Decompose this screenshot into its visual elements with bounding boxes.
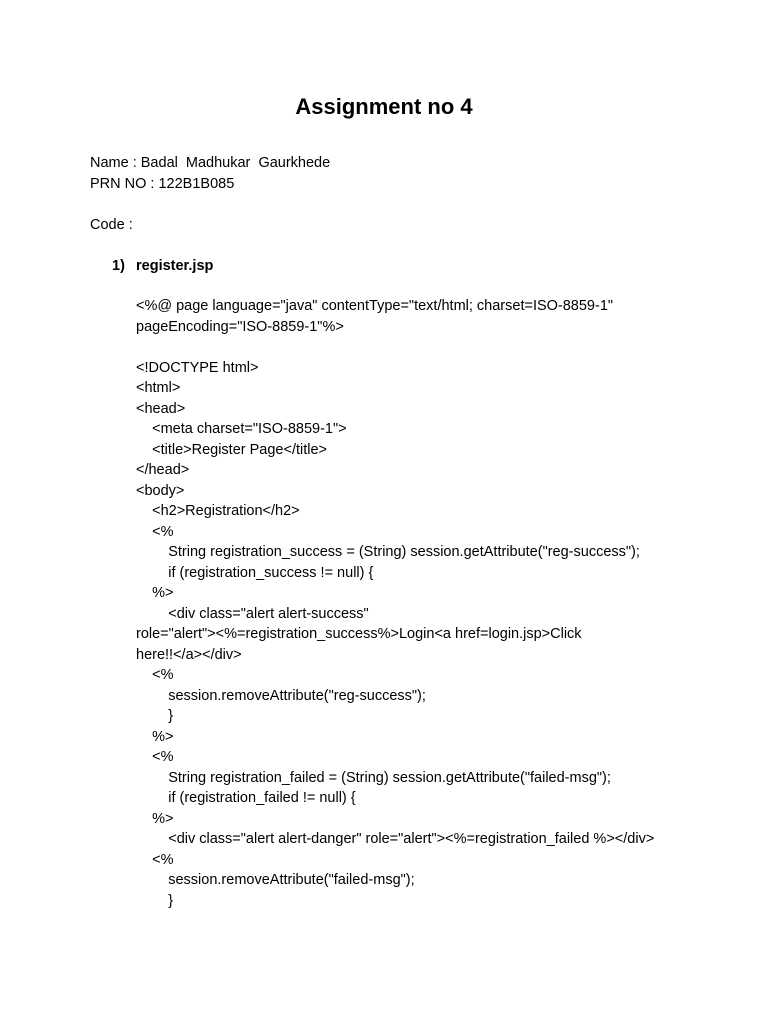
- code-line: <title>Register Page</title>: [136, 441, 328, 458]
- code-line: %>: [136, 585, 174, 601]
- code-line: <%: [136, 667, 174, 683]
- code-line: <div class="alert alert-success": [136, 605, 369, 622]
- code-line: <h2>Registration</h2>: [136, 503, 300, 519]
- code-line: <head>: [136, 400, 186, 417]
- code-line: session.removeAttribute("failed-msg");: [136, 872, 415, 888]
- code-line: <%: [136, 523, 174, 540]
- page-title: Assignment no 4: [295, 94, 473, 119]
- code-line: session.removeAttribute("reg-success");: [136, 687, 426, 704]
- section-number: 1): [112, 258, 125, 274]
- code-line: %>: [136, 810, 174, 827]
- code-line: String registration_failed = (String) session.getAttribute("failed-msg");: [136, 769, 611, 786]
- student-prn: PRN NO : 122B1B085: [90, 176, 235, 192]
- code-line: <div class="alert alert-danger" role="alert"><%=registration_failed %></div>: [136, 831, 655, 847]
- code-line: <meta charset="ISO-8859-1">: [136, 421, 347, 437]
- code-line: String registration_success = (String) session.getAttribute("reg-success");: [136, 544, 640, 560]
- code-line: if (registration_failed != null) {: [136, 790, 356, 806]
- code-line: %>: [136, 728, 174, 745]
- code-line: if (registration_success != null) {: [136, 564, 374, 581]
- code-block: [136, 296, 696, 911]
- student-name: Name : Badal Madhukar Gaurkhede: [90, 155, 331, 171]
- code-line: <%: [136, 749, 174, 765]
- code-line: here!!</a></div>: [136, 646, 242, 663]
- code-line: <body>: [136, 482, 185, 499]
- code-line: <%@ page language="java" contentType="text/html; charset=ISO-8859-1": [136, 298, 614, 314]
- section-title: register.jsp: [136, 258, 214, 274]
- code-label: Code :: [90, 217, 133, 233]
- code-line: <!DOCTYPE html>: [136, 359, 259, 376]
- code-line: <html>: [136, 380, 181, 396]
- code-line: </head>: [136, 462, 190, 478]
- code-line: pageEncoding="ISO-8859-1"%>: [136, 318, 344, 335]
- code-line: <%: [136, 851, 174, 868]
- code-line: }: [136, 708, 174, 724]
- code-line: }: [136, 892, 174, 909]
- code-line: [136, 337, 696, 358]
- code-line: role="alert"><%=registration_success%>Login<a href=login.jsp>Click: [136, 626, 582, 642]
